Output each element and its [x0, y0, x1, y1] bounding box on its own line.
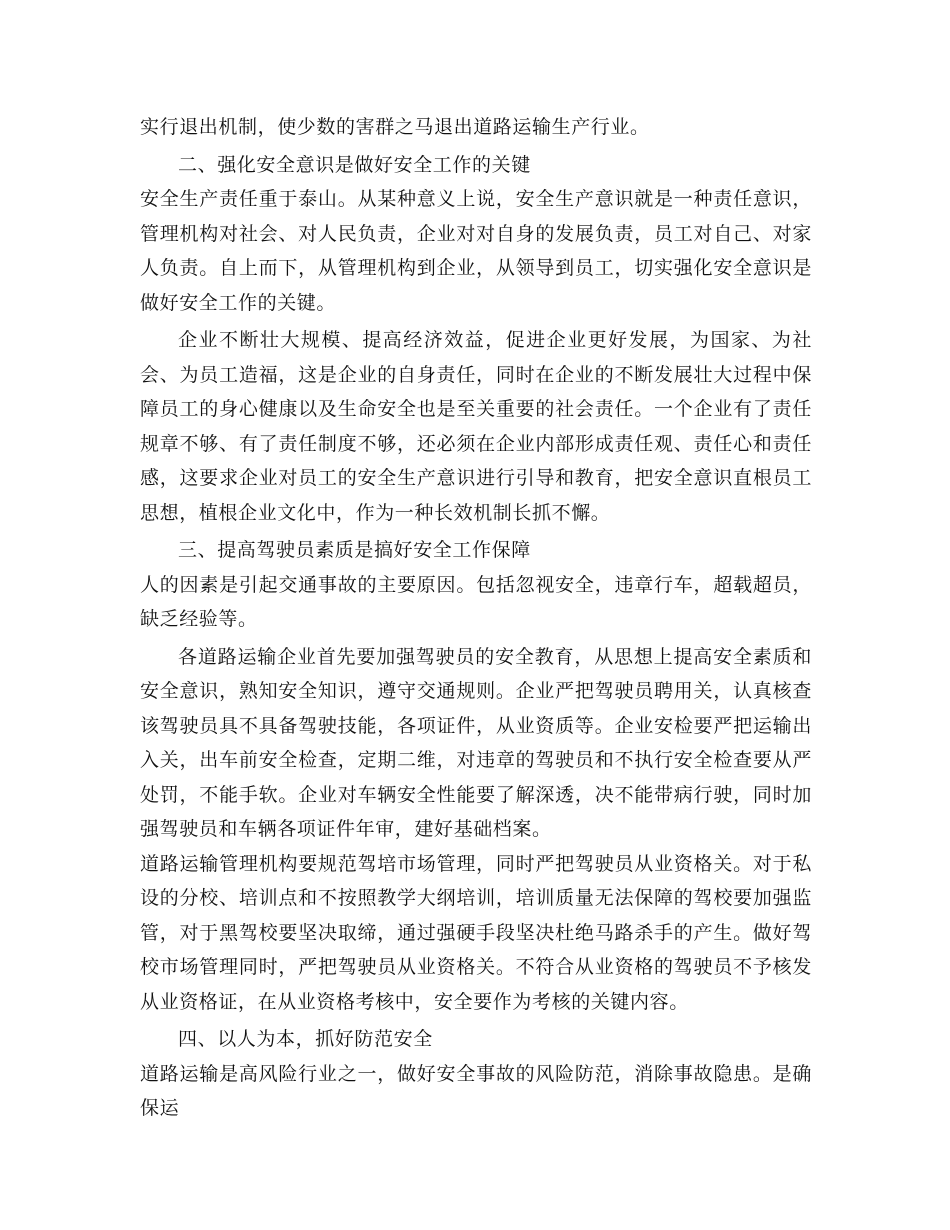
paragraph-responsibility: 安全生产责任重于泰山。从某种意义上说，安全生产意识就是一种责任意识，管理机构对社会、对人民负责，企业对对自身的发展负责，员工对自己、对家人负责。自上而下，从管理机构到企业，从领导到员工，切实强化安全意识是做好安全工作的关键。 [140, 188, 812, 314]
heading-section-2: 二、强化安全意识是做好安全工作的关键 [178, 153, 531, 176]
paragraph-driver-education: 各道路运输企业首先要加强驾驶员的安全教育，从思想上提高安全素质和安全意识，熟知安全知识，遵守交通规则。企业严把驾驶员聘用关，认真核查该驾驶员具不具备驾驶技能，各项证件，从业资质等。企业安检要严把运输出入关，出车前安全检查，定期二维，对违章的驾驶员和不执行安全检查要从严处罚，不能手软。企业对车辆安全性能要了解深透，决不能带病行驶，同时加强驾驶员和车辆各项证件年审，建好基础档案。 [140, 645, 812, 840]
paragraph-exit-mechanism: 实行退出机制，使少数的害群之马退出道路运输生产行业。 [140, 116, 650, 138]
paragraph-human-factor: 人的因素是引起交通事故的主要原因。包括忽视安全，违章行车，超载超员，缺乏经验等。 [140, 573, 812, 630]
paragraph-enterprise-duty: 企业不断壮大规模、提高经济效益，促进企业更好发展，为国家、为社会、为员工造福，这是企业的自身责任，同时在企业的不断发展壮大过程中保障员工的身心健康以及生命安全也是至关重要的社会责任。一个企业有了责任规章不够、有了责任制度不够，还必须在企业内部形成责任观、责任心和责任感，这要求企业对员工的安全生产意识进行引导和教育，把安全意识直根员工思想，植根企业文化中，作为一种长效机制长抓不懈。 [140, 329, 812, 524]
paragraph-risk-prevention: 道路运输是高风险行业之一，做好安全事故的风险防范，消除事故隐患。是确保运 [140, 1062, 812, 1119]
heading-section-3: 三、提高驾驶员素质是搞好安全工作保障 [178, 539, 531, 561]
document-page [140, 110, 812, 1126]
heading-section-4: 四、以人为本，抓好防范安全 [178, 1028, 433, 1050]
paragraph-training-market: 道路运输管理机构要规范驾培市场管理，同时严把驾驶员从业资格关。对于私设的分校、培训点和不按照教学大纲培训，培训质量无法保障的驾校要加强监管，对于黑驾校要坚决取缔，通过强硬手段坚决杜绝马路杀手的产生。做好驾校市场管理同时，严把驾驶员从业资格关。不符合从业资格的驾驶员不予核发从业资格证，在从业资格考核中，安全要作为考核的关键内容。 [140, 852, 812, 1013]
